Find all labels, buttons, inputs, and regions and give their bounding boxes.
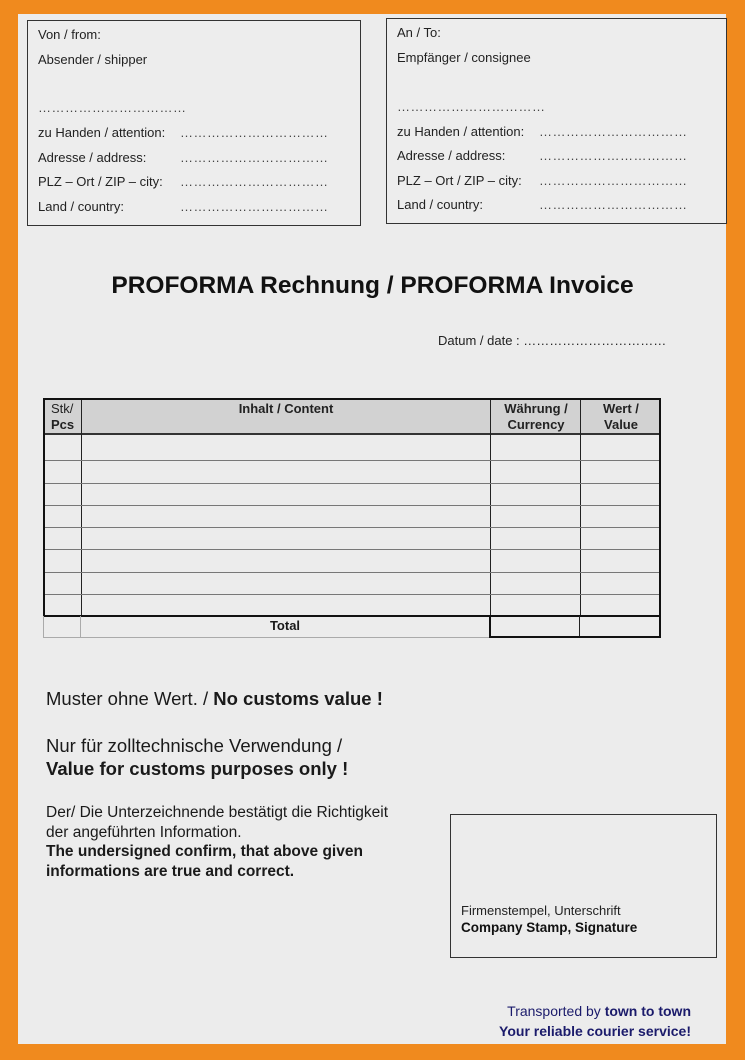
date-label: Datum / date : <box>438 333 520 348</box>
sender-city-label: PLZ – Ort / ZIP – city: <box>38 174 163 189</box>
sender-country-label: Land / country: <box>38 199 124 214</box>
column-divider <box>490 400 491 615</box>
sender-name-field[interactable]: …………………………… <box>38 100 187 115</box>
table-row[interactable] <box>45 527 659 528</box>
date-dots[interactable]: …………………………… <box>523 333 667 348</box>
column-divider <box>81 400 82 615</box>
total-currency-cell[interactable] <box>491 616 579 636</box>
column-divider <box>580 400 581 615</box>
sender-address-field[interactable]: …………………………… <box>180 150 329 165</box>
recipient-subheading: Empfänger / consignee <box>397 50 531 65</box>
recipient-heading: An / To: <box>397 25 441 40</box>
courier-company: town to town <box>604 1003 691 1019</box>
recipient-attention-label: zu Handen / attention: <box>397 124 525 139</box>
recipient-country-field[interactable]: …………………………… <box>539 197 688 212</box>
table-row[interactable] <box>45 549 659 550</box>
table-row[interactable] <box>45 572 659 573</box>
recipient-address-label: Adresse / address: <box>397 148 506 163</box>
items-table <box>43 398 661 617</box>
sender-country-field[interactable]: …………………………… <box>180 199 329 214</box>
sender-subheading: Absender / shipper <box>38 52 148 67</box>
table-header <box>45 400 659 435</box>
total-label: Total <box>269 618 301 633</box>
stamp-label-de: Firmenstempel, Unterschrift <box>461 903 621 918</box>
sender-attention-label: zu Handen / attention: <box>38 125 166 140</box>
table-row[interactable] <box>45 594 659 595</box>
table-row[interactable] <box>45 460 659 461</box>
sender-address-label: Adresse / address: <box>38 150 147 165</box>
header-pcs: Stk/ Pcs <box>51 401 75 432</box>
header-content: Inhalt / Content <box>238 401 334 416</box>
header-value: Wert / Value <box>603 401 639 432</box>
total-row <box>43 616 661 638</box>
table-row[interactable] <box>45 505 659 506</box>
sender-city-field[interactable]: …………………………… <box>180 174 329 189</box>
confirmation-text: Der/ Die Unterzeichnende bestätigt die Richtigkeit der angeführten Information. The undersigned confirm, that above given informations are true and correct. <box>46 804 389 880</box>
courier-footer: Transported by town to town Your reliable courier service! <box>499 1003 691 1039</box>
customs-purposes-note: Nur für zolltechnische Verwendung / Value for customs purposes only ! <box>46 735 349 779</box>
recipient-city-label: PLZ – Ort / ZIP – city: <box>397 173 522 188</box>
recipient-address-field[interactable]: …………………………… <box>539 148 688 163</box>
courier-tagline: Your reliable courier service! <box>499 1023 691 1039</box>
recipient-name-field[interactable]: …………………………… <box>397 99 546 114</box>
recipient-country-label: Land / country: <box>397 197 483 212</box>
date-field[interactable] <box>438 333 666 348</box>
sender-box <box>27 20 361 226</box>
page-title: PROFORMA Rechnung / PROFORMA Invoice <box>111 272 634 299</box>
sender-heading: Von / from: <box>38 27 101 42</box>
recipient-box <box>386 18 727 224</box>
header-currency: Währung / Currency <box>504 401 568 432</box>
sender-attention-field[interactable]: …………………………… <box>180 125 329 140</box>
recipient-attention-field[interactable]: …………………………… <box>539 124 688 139</box>
no-customs-value-note: Muster ohne Wert. / No customs value ! <box>46 688 383 709</box>
recipient-city-field[interactable]: …………………………… <box>539 173 688 188</box>
total-cells <box>489 616 661 638</box>
table-row[interactable] <box>45 483 659 484</box>
stamp-signature-box[interactable] <box>450 814 717 958</box>
total-value-cell[interactable] <box>580 616 659 636</box>
stamp-label-en: Company Stamp, Signature <box>461 920 638 935</box>
